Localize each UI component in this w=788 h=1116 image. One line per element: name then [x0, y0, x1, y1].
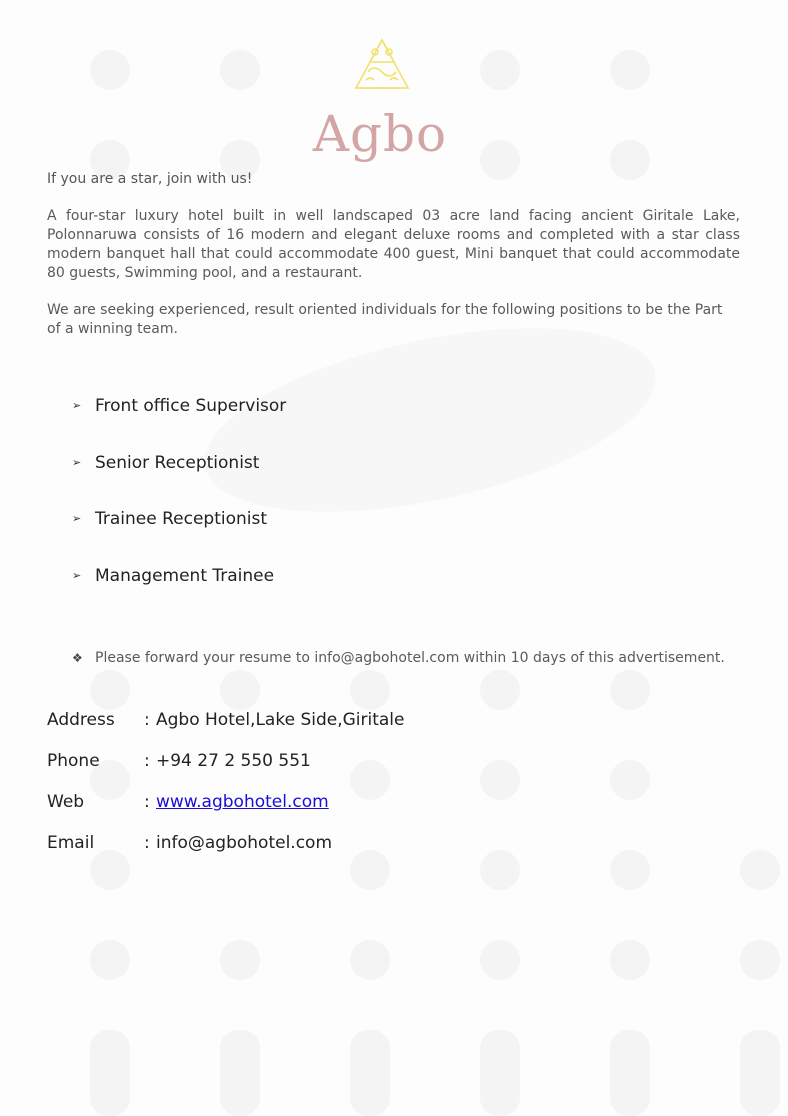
email-value: info@agbohotel.com	[156, 833, 333, 853]
hotel-description: A four-star luxury hotel built in well landscaped 03 acre land facing ancient Giritale Lake, Polonnaruwa consists of 16 modern and elegant deluxe rooms and completed with a star class modern banquet hall that could accommodate 400 guest, Mini banquet that could accommodate 80 guests, Swimming pool, and a restaurant.	[47, 208, 740, 281]
separator: :	[144, 751, 150, 771]
list-item	[72, 451, 286, 508]
web-label: Web	[47, 792, 85, 812]
phone-label: Phone	[47, 751, 100, 771]
list-item	[72, 507, 286, 564]
agbo-logo	[280, 36, 480, 163]
arrow-bullet-icon: ➢	[72, 399, 82, 412]
separator: :	[144, 833, 150, 853]
list-item	[72, 564, 286, 621]
position-label: Trainee Receptionist	[95, 509, 268, 529]
arrow-bullet-icon: ➢	[72, 455, 82, 469]
arrow-bullet-icon: ➢	[72, 568, 82, 582]
position-label: Management Trainee	[95, 565, 275, 586]
position-label: Senior Receptionist	[95, 452, 260, 473]
website-link[interactable]: www.agbohotel.com	[156, 792, 329, 812]
separator: :	[144, 792, 150, 812]
diamond-bullet-icon: ❖	[72, 651, 83, 665]
address-value: Agbo Hotel,Lake Side,Giritale	[156, 710, 405, 730]
contact-row-email	[47, 831, 404, 872]
separator: :	[144, 710, 150, 730]
phone-value: +94 27 2 550 551	[156, 751, 311, 771]
email-label: Email	[47, 833, 95, 853]
tagline: If you are a star, join with us!	[47, 171, 253, 187]
list-item	[72, 394, 286, 451]
position-label: Front office Supervisor	[95, 396, 287, 416]
address-label: Address	[47, 710, 115, 730]
seeking-statement: We are seeking experienced, result oriented individuals for the following positions to be the Part of a winning team.	[47, 302, 723, 337]
application-note	[72, 648, 725, 668]
contact-row-phone	[47, 749, 404, 790]
note-text: Please forward your resume to info@agbohotel.com within 10 days of this advertisement.	[95, 650, 725, 666]
contact-row-address	[47, 708, 404, 749]
lotus-crown-emblem-icon	[342, 36, 422, 92]
logo-wordmark: Agbo	[312, 105, 448, 163]
contact-details	[47, 708, 404, 872]
contact-row-web	[47, 790, 404, 831]
positions-list	[72, 394, 286, 620]
arrow-bullet-icon: ➢	[72, 512, 82, 525]
